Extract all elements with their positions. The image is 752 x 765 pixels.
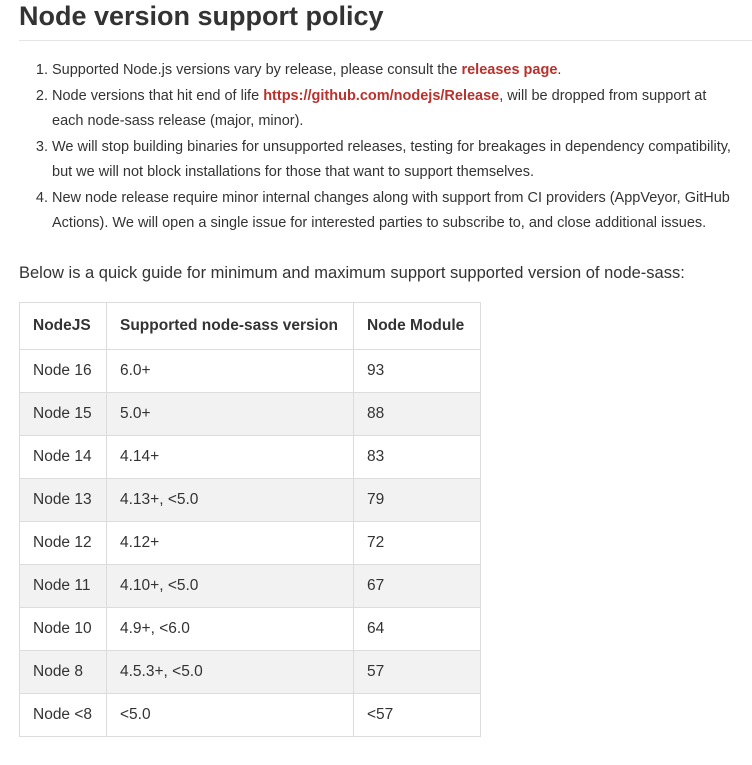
cell-node-module: <57 <box>354 693 481 736</box>
table-row <box>20 693 481 736</box>
cell-node-sass-version: 4.5.3+, <5.0 <box>107 650 354 693</box>
cell-nodejs: Node 10 <box>20 607 107 650</box>
policy-item-2-text: Node versions that hit end of life <box>52 87 264 104</box>
cell-node-sass-version: 6.0+ <box>107 349 354 392</box>
table-header-row <box>20 302 481 349</box>
policy-list <box>19 58 752 237</box>
cell-nodejs: Node 14 <box>20 435 107 478</box>
section-heading: Node version support policy <box>19 0 752 41</box>
cell-nodejs: Node 16 <box>20 349 107 392</box>
version-table <box>19 302 481 737</box>
cell-node-module: 79 <box>354 478 481 521</box>
nodejs-release-link[interactable]: https://github.com/nodejs/Release <box>263 87 500 104</box>
header-nodejs: NodeJS <box>20 302 107 349</box>
cell-node-sass-version: 4.12+ <box>107 521 354 564</box>
table-row <box>20 478 481 521</box>
policy-item-2 <box>52 84 752 135</box>
cell-nodejs: Node 11 <box>20 564 107 607</box>
cell-node-sass-version: 4.14+ <box>107 435 354 478</box>
table-row <box>20 564 481 607</box>
table-row <box>20 435 481 478</box>
cell-node-module: 88 <box>354 392 481 435</box>
table-intro: Below is a quick guide for minimum and maximum support supported version of node-sass: <box>19 263 685 282</box>
cell-node-sass-version: <5.0 <box>107 693 354 736</box>
cell-nodejs: Node 15 <box>20 392 107 435</box>
table-row <box>20 521 481 564</box>
cell-nodejs: Node 13 <box>20 478 107 521</box>
cell-node-module: 83 <box>354 435 481 478</box>
cell-nodejs: Node 12 <box>20 521 107 564</box>
cell-node-sass-version: 4.10+, <5.0 <box>107 564 354 607</box>
cell-node-module: 93 <box>354 349 481 392</box>
cell-nodejs: Node <8 <box>20 693 107 736</box>
policy-item-2-suffix: , will be dropped from support at each node-sass release (major, minor). <box>52 87 707 129</box>
table-row <box>20 349 481 392</box>
policy-item-1-suffix: . <box>557 62 562 78</box>
cell-nodejs: Node 8 <box>20 650 107 693</box>
readme-content <box>19 0 752 737</box>
header-node-sass-version: Supported node-sass version <box>107 302 354 349</box>
policy-item-1 <box>52 58 752 84</box>
cell-node-module: 57 <box>354 650 481 693</box>
cell-node-sass-version: 5.0+ <box>107 392 354 435</box>
cell-node-sass-version: 4.9+, <6.0 <box>107 607 354 650</box>
header-node-module: Node Module <box>354 302 481 349</box>
cell-node-sass-version: 4.13+, <5.0 <box>107 478 354 521</box>
policy-item-4: 4. New node release require minor internal changes along with support from CI providers (AppVeyor, GitHub Actions). We will open a single issue for interested parties to subscribe to, and close additional issues. <box>52 186 752 237</box>
table-row <box>20 392 481 435</box>
table-row <box>20 650 481 693</box>
policy-item-1-text: Supported Node.js versions vary by release, please consult the <box>52 62 462 78</box>
table-row <box>20 607 481 650</box>
cell-node-module: 72 <box>354 521 481 564</box>
cell-node-module: 64 <box>354 607 481 650</box>
policy-item-3: 3. We will stop building binaries for unsupported releases, testing for breakages in dependency compatibility, but we will not block installations for those that want to support themselves. <box>52 135 752 186</box>
cell-node-module: 67 <box>354 564 481 607</box>
releases-page-link[interactable]: releases page <box>461 62 558 78</box>
